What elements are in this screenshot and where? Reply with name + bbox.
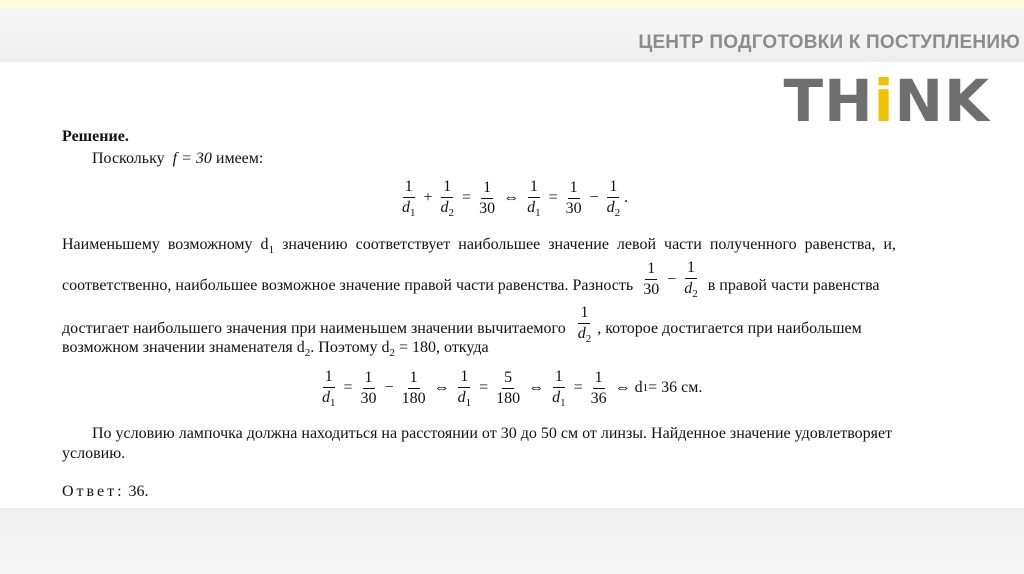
top-accent-bar: [0, 0, 1024, 8]
paragraph1-line1: Наименьшему возможному $d_1$ значению соответствует наибольшее значение левой части полученного равенства, и,: [62, 236, 896, 257]
solution-line1: Поскольку f = 30 имеем:: [92, 150, 264, 167]
answer: Ответ: 36.: [62, 483, 149, 500]
equation-2: $\frac{1}{d_1}$ = $\frac{1}{30}$ − $\frac{1}{180}$ ⇔ $\frac{1}{d_1}$ = $\frac{5}{180}$ ⇔ $\frac{1}{d_1}$ = $\frac{1}{36}$ ⇔ d 1 = 36 см.: [322, 368, 703, 409]
header-band: [0, 8, 1024, 62]
equation-1: $\frac{1}{d_1}$ + $\frac{1}{d_2}$ = $\frac{1}{30}$ ⇔ $\frac{1}{d_1}$ = $\frac{1}{30}$ − $\frac{1}{d_2}$ .: [402, 178, 629, 219]
bottom-band: [0, 508, 1024, 574]
paragraph1-line4: возможном значении знаменателя $d_2$. Поэтому $d_2 = 180$, откуда: [62, 339, 489, 360]
paragraph2-line1: По условию лампочка должна находиться на расстоянии от 30 до 50 см от линзы. Найденное значение удовлетворяет: [92, 425, 893, 442]
think-logo: THiNK: [783, 67, 990, 135]
solution-heading: Решение.: [62, 128, 129, 145]
paragraph1-line2: соответственно, наибольшее возможное значение правой части равенства. Разность $\frac{1}{30}$ − $\frac{1}{d_2}$ в правой части равенства: [62, 259, 880, 300]
paragraph1-line3: достигает наибольшего значения при наименьшем значении вычитаемого $\frac{1}{d_2}$ , которое достигается при наибольшем: [62, 304, 862, 345]
paragraph2-line2: условию.: [62, 445, 126, 462]
header-title: ЦЕНТР ПОДГОТОВКИ К ПОСТУПЛЕНИЮ: [638, 32, 1020, 53]
